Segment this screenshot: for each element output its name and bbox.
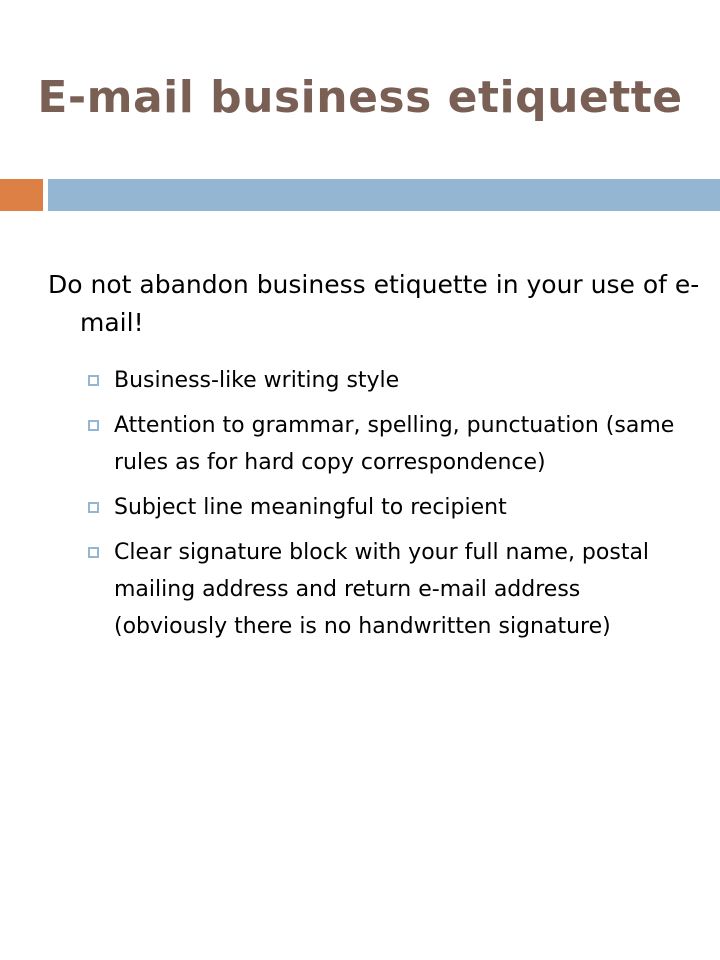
- square-bullet-icon: [88, 502, 99, 513]
- accent-bar-orange: [0, 179, 43, 211]
- list-item: [88, 534, 688, 645]
- square-bullet-icon: [88, 420, 99, 431]
- slide-title: E-mail business etiquette: [37, 72, 683, 123]
- bullet-text: Attention to grammar, spelling, punctuation (same rules as for hard copy correspondence): [114, 413, 675, 475]
- bullet-text: Subject line meaningful to recipient: [114, 495, 507, 520]
- bullet-text: Clear signature block with your full name, postal mailing address and return e-mail address (obviously there is no handwritten signature): [114, 540, 650, 639]
- bullet-list: [88, 362, 688, 653]
- list-item: [88, 362, 688, 399]
- list-item: [88, 407, 688, 481]
- list-item: [88, 489, 688, 526]
- bullet-text: Business-like writing style: [114, 368, 400, 393]
- lead-text: Do not abandon business etiquette in your use of e-mail!: [48, 270, 700, 337]
- square-bullet-icon: [88, 547, 99, 558]
- accent-bar-blue: [48, 179, 720, 211]
- square-bullet-icon: [88, 375, 99, 386]
